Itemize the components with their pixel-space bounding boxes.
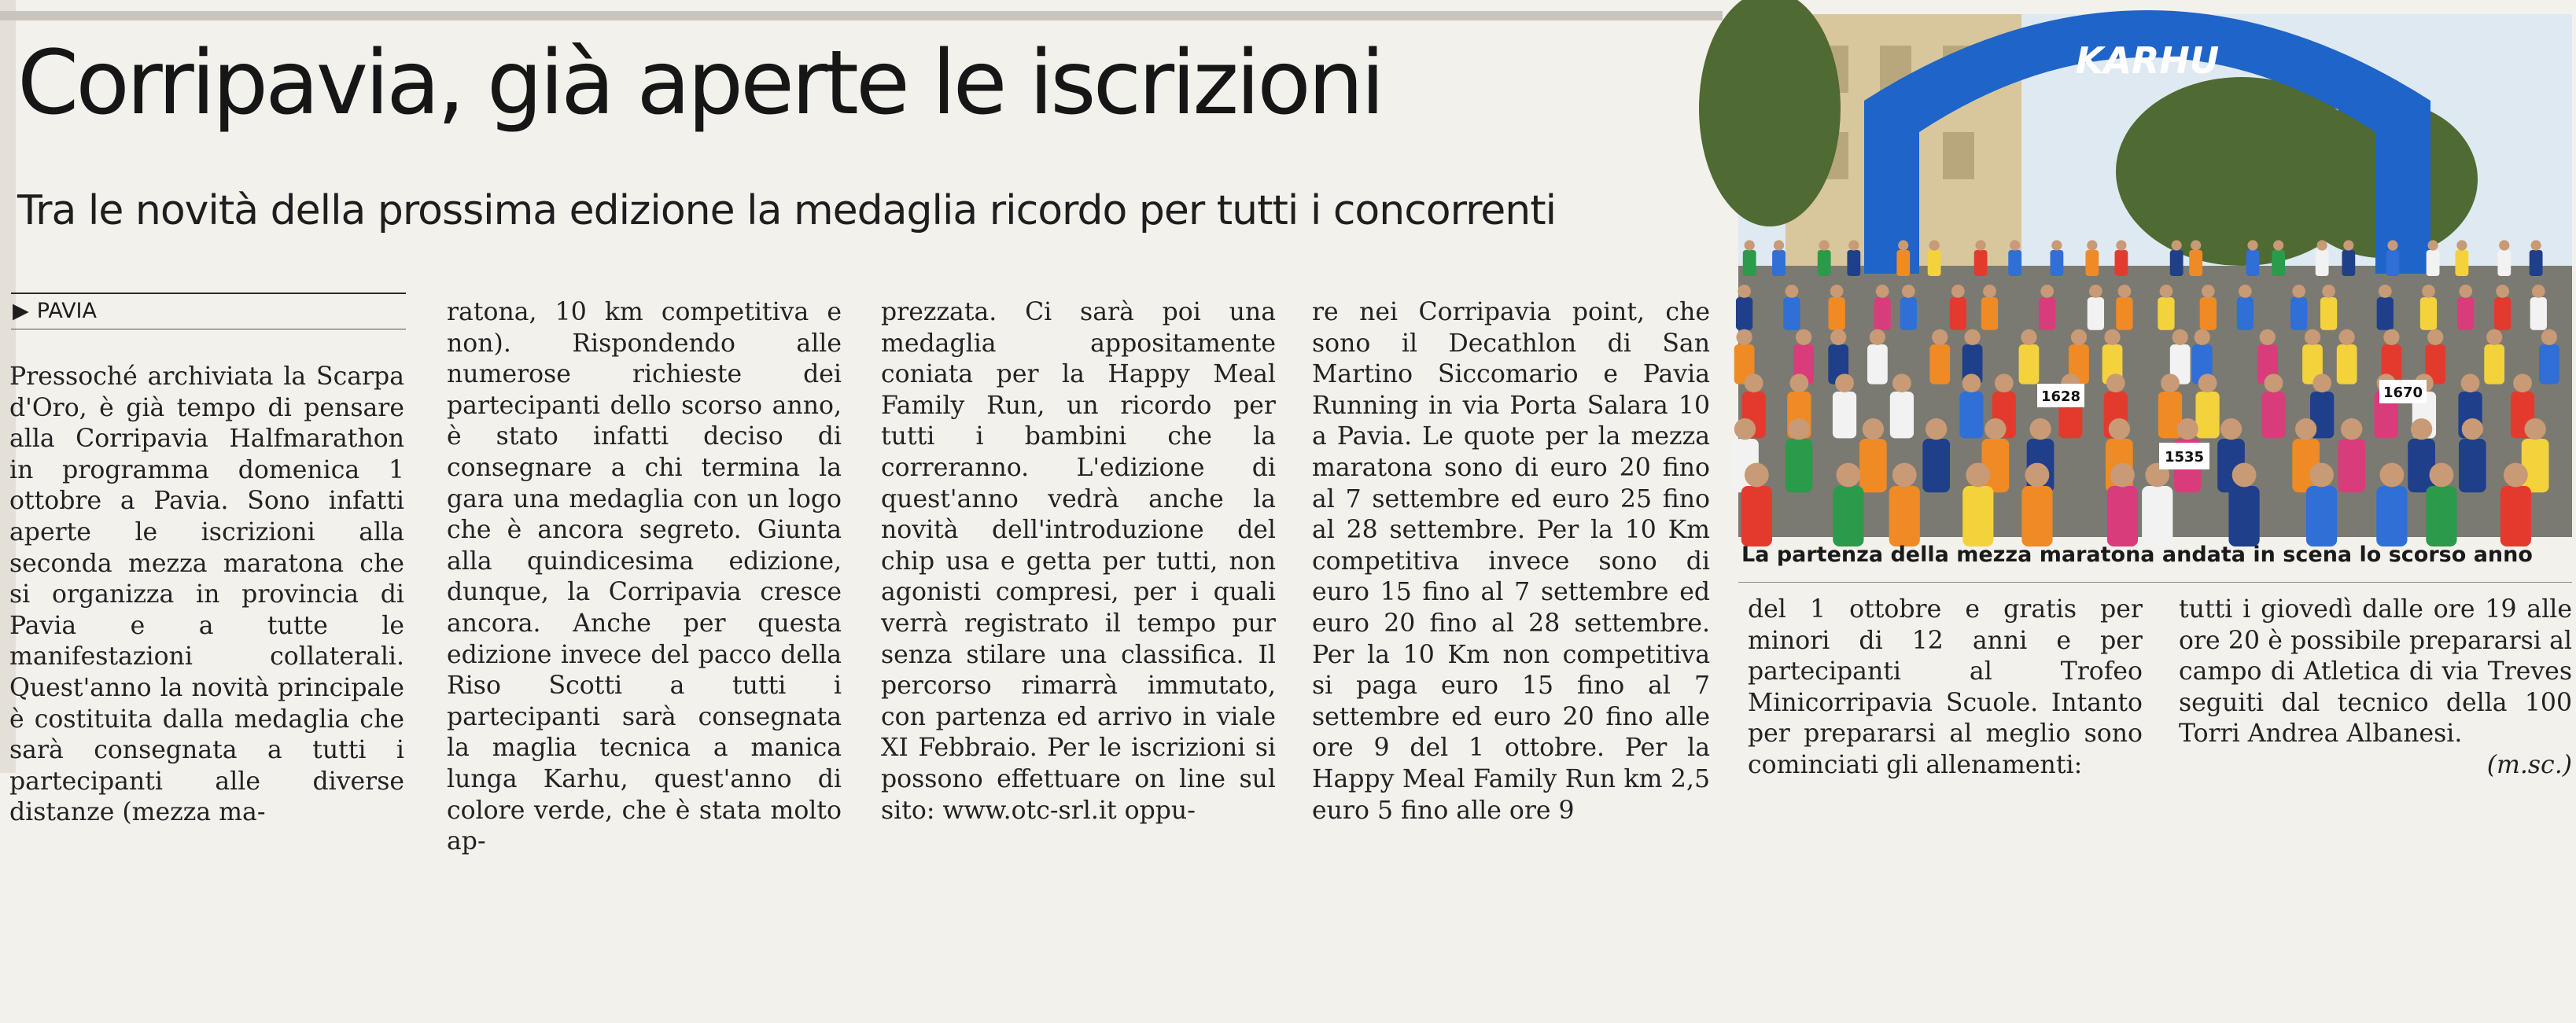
article-column-5 (1748, 594, 2143, 1023)
article-column-1 (9, 362, 404, 827)
runner-body (2530, 250, 2543, 276)
runner-body (2426, 486, 2456, 546)
runner-head (2051, 240, 2062, 250)
article-column-3 (881, 297, 1276, 825)
runner-head (1830, 285, 1844, 298)
runner-body (1829, 297, 1845, 330)
runner-head (2177, 418, 2198, 440)
runner-head (2106, 374, 2125, 392)
runner-body (2539, 344, 2559, 385)
runner-head (1788, 418, 1809, 440)
runner-head (1926, 418, 1947, 440)
runner-body (1833, 486, 1863, 546)
runner-body (1833, 392, 1856, 438)
article-column-2 (447, 297, 842, 856)
runner-head (1966, 463, 1990, 488)
runner-body (2408, 439, 2435, 492)
runner-head (2265, 374, 2283, 392)
runner-body (2039, 297, 2055, 330)
runner-body (1974, 250, 1988, 276)
runner-body (1783, 297, 1800, 330)
runner-body (2142, 486, 2172, 546)
runner-head (1902, 285, 1915, 298)
runner-head (2379, 463, 2404, 488)
runner-head (2379, 285, 2392, 298)
runner-head (2021, 329, 2036, 345)
runner-body (2195, 392, 2219, 438)
runner-head (2071, 329, 2087, 345)
runner-body (2189, 250, 2202, 276)
column-text: re nei Corripavia point, che sono il Decathlon di San Martino Siccomario e Pavia Running in via Porta Salara 10 a Pavia. Le quote per la mezza maratona sono di euro 20 fino al 7 settembre ed euro 25 fino al 28 settembre. Per la 10 Km competitiva invece sono di euro 15 fino al 7 settembre ed euro 20 fino al 28 settembre. Per la 10 Km non competitiva si paga euro 15 fino al 7 settembre ed euro 20 fino alle ore 9 del 1 ottobre. Per la Happy Meal Family Run km 2,5 euro 5 fino alle ore 9 (1312, 298, 1710, 825)
runner-body (2376, 486, 2407, 546)
runner-body (1743, 250, 1756, 276)
runner-head (2461, 374, 2480, 392)
runner-body (2494, 297, 2511, 330)
runner-body (2170, 250, 2184, 276)
runner-body (2530, 297, 2547, 330)
runner-head (1929, 240, 1940, 250)
bib-number: 1628 (2040, 388, 2081, 405)
runner-head (2309, 463, 2334, 488)
runner-head (2531, 240, 2541, 250)
runner-head (2161, 374, 2180, 392)
runner-head (1983, 285, 1996, 298)
runner-head (2239, 285, 2252, 298)
runner-head (1964, 329, 1980, 345)
section-bullet-icon: ▶ (13, 299, 29, 323)
runner-head (2295, 418, 2316, 440)
runner-body (1859, 439, 1887, 492)
arch-brand-label: KARHU (2075, 39, 2220, 82)
section-label: PAVIA (36, 299, 97, 323)
runner-head (2040, 285, 2054, 298)
column-text: Pressoché archiviata la Scarpa d'Oro, è già tempo di pensare alla Corripavia Halfmarathon in programma domenica 1 ottobre a Pavia. Sono infatti aperte le iscrizioni alla seconda mezza maratona che si organizza in provincia di Pavia e a tutte le manifestazioni collaterali. Quest'anno la novità principale è costituita dalla medaglia che sarà consegnata a tutti i partecipanti alle diverse distanze (mezza ma- (9, 362, 404, 827)
runner-head (1830, 329, 1846, 345)
column-text: tutti i giovedì dalle ore 19 alle ore 20 è possibile prepararsi al campo di Atletica di via Treves seguiti dal tecnico della 100 Torri Andrea Albanesi. (2179, 595, 2572, 749)
runner-head (1995, 374, 2014, 392)
runner-head (2427, 240, 2438, 250)
runner-head (2499, 240, 2509, 250)
runner-body (2088, 297, 2104, 330)
runner-body (2116, 297, 2132, 330)
runner-head (1876, 285, 1889, 298)
runner-head (2459, 285, 2472, 298)
runner-body (1896, 250, 1910, 276)
runner-head (2322, 285, 2335, 298)
runner-head (2541, 329, 2557, 345)
caption-rule (1738, 582, 2572, 583)
section-tag (13, 299, 97, 323)
runner-head (2104, 329, 2120, 345)
runner-head (2029, 418, 2051, 440)
runner-body (2457, 297, 2474, 330)
runner-body (2522, 439, 2549, 492)
runner-head (2010, 240, 2020, 250)
runner-head (1870, 329, 1885, 345)
runner-body (1928, 250, 1941, 276)
runner-head (2343, 240, 2353, 250)
runner-head (1985, 418, 2006, 440)
runner-body (2484, 344, 2504, 385)
runner-head (1951, 285, 1965, 298)
runner-head (1738, 285, 1751, 298)
runner-head (2496, 285, 2509, 298)
runner-head (2232, 463, 2257, 488)
runner-head (1745, 463, 1769, 488)
runner-body (2237, 297, 2254, 330)
runner-head (2411, 418, 2432, 440)
runner-head (2532, 285, 2545, 298)
runner-head (2247, 240, 2257, 250)
runner-head (2430, 463, 2454, 488)
runner-body (2342, 250, 2355, 276)
runner-body (1981, 439, 2009, 492)
runner-body (2427, 250, 2440, 276)
runner-head (1962, 374, 1981, 392)
runner-head (1975, 240, 1985, 250)
runner-head (2273, 240, 2283, 250)
runner-head (2025, 463, 2050, 488)
runner-head (1734, 418, 1756, 440)
runner-body (1890, 392, 1914, 438)
runner-head (1786, 285, 1799, 298)
runner-head (2118, 285, 2132, 298)
runner-body (1959, 392, 1983, 438)
runner-body (2337, 344, 2357, 385)
runner-body (1772, 250, 1786, 276)
runner-body (1922, 439, 1950, 492)
runner-head (2089, 285, 2102, 298)
runner-head (1892, 374, 1911, 392)
article-column-6 (2179, 594, 2572, 1023)
runner-body (1950, 297, 1966, 330)
runner-head (2191, 240, 2201, 250)
runner-body (2316, 250, 2329, 276)
runner-body (2115, 250, 2128, 276)
runner-body (1900, 297, 1917, 330)
runner-body (2050, 250, 2063, 276)
runner-body (2455, 250, 2468, 276)
article-headline: Corripavia, già aperte le iscrizioni (17, 32, 1382, 134)
runner-head (2462, 418, 2483, 440)
runner-body (2497, 250, 2511, 276)
runner-body (2085, 250, 2099, 276)
runner-head (2504, 463, 2528, 488)
runner-head (2456, 240, 2467, 250)
runner-head (2317, 240, 2327, 250)
runner-head (2172, 240, 2182, 250)
top-rule (0, 11, 1723, 20)
runner-head (2341, 418, 2362, 440)
runner-body (1867, 344, 1888, 385)
runner-body (1736, 297, 1752, 330)
runner-head (1892, 463, 1917, 488)
runner-body (2420, 297, 2437, 330)
runner-head (2513, 374, 2532, 392)
runner-head (2292, 285, 2305, 298)
section-rule-top (11, 293, 406, 294)
runner-body (2290, 297, 2307, 330)
runner-head (1898, 240, 1908, 250)
runner-body (2377, 297, 2394, 330)
runner-body (1981, 297, 1998, 330)
runner-head (2422, 285, 2435, 298)
runner-body (2008, 250, 2021, 276)
runner-body (2320, 297, 2337, 330)
runner-body (2261, 392, 2285, 438)
runner-head (1789, 374, 1808, 392)
runner-body (2158, 297, 2174, 330)
article-column-4 (1312, 297, 1710, 825)
bib-number: 1535 (2164, 449, 2205, 466)
column-text: prezzata. Ci sarà poi una medaglia appositamente coniata per la Happy Meal Family Run, un ricordo per tutti i bambini che la correranno. L'edizione di quest'anno vedrà anche la novità dell'introduzione del chip usa e getta per tutti, non agonisti compresi, per i quali verrà registrato il tempo pur senza stilare una classifica. Il percorso rimarrà immutato, con partenza ed arrivo in viale XI Febbraio. Per le iscrizioni si possono effettuare on line sul sito: www.otc-srl.it oppu- (881, 298, 1276, 825)
runner-body (1847, 250, 1860, 276)
runner-body (1818, 250, 1831, 276)
runner-body (1786, 439, 1813, 492)
runner-head (2198, 374, 2217, 392)
runner-head (2160, 285, 2173, 298)
runner-head (2110, 463, 2135, 488)
runner-head (1932, 329, 1948, 345)
runner-body (2272, 250, 2285, 276)
runner-head (2116, 240, 2126, 250)
runner-head (2172, 329, 2188, 345)
runner-head (2202, 285, 2215, 298)
runner-body (2338, 439, 2365, 492)
runner-body (2021, 486, 2052, 546)
runner-head (2313, 374, 2331, 392)
article-signature: (m.sc.) (2486, 750, 2572, 779)
runner-head (2195, 329, 2210, 345)
photo-caption: La partenza della mezza maratona andata in scena lo scorso anno (1741, 543, 2533, 567)
runner-head (1835, 374, 1854, 392)
article-subheadline: Tra le novità della prossima edizione la medaglia ricordo per tutti i concorrenti (17, 187, 1557, 234)
bib-number: 1670 (2383, 385, 2423, 401)
column-text: ratona, 10 km competitiva e non). Rispondendo alle numerose richieste dei partecipanti dello scorso anno, è stato infatti deciso di consegnare a chi termina la gara una medaglia con un logo che è ancora segreto. Giunta alla quindicesima edizione, dunque, la Corripavia cresce ancora. Anche per questa edizione invece del pacco della Riso Scotti a tutti i partecipanti sarà consegnata la maglia tecnica a manica lunga Karhu, quest'anno di colore verde, che è stata molto ap- (447, 298, 842, 856)
runner-head (1745, 374, 1763, 392)
runner-head (2109, 418, 2130, 440)
runner-head (2427, 329, 2443, 345)
runner-body (1929, 344, 1950, 385)
runner-head (2383, 329, 2399, 345)
runner-body (2107, 486, 2138, 546)
runner-head (2305, 329, 2320, 345)
runner-head (2220, 418, 2242, 440)
runner-body (2200, 297, 2217, 330)
runner-head (1736, 329, 1752, 345)
race-start-photo (1738, 14, 2572, 537)
runner-head (2387, 240, 2397, 250)
runner-body (1962, 486, 1993, 546)
runner-head (1848, 240, 1859, 250)
runner-body (2228, 486, 2259, 546)
runner-head (2486, 329, 2502, 345)
runner-head (1863, 418, 1884, 440)
runner-head (1774, 240, 1784, 250)
runner-head (1796, 329, 1811, 345)
runner-head (2087, 240, 2097, 250)
race-start-illustration (1738, 14, 2572, 537)
runner-body (2019, 344, 2040, 385)
runner-body (2386, 250, 2400, 276)
column-text: del 1 ottobre e gratis per minori di 12 anni e per partecipanti al Trofeo Minicorripavia Scuole. Intanto per prepararsi al meglio sono cominciati gli allenamenti: (1748, 595, 2143, 779)
runner-head (2339, 329, 2355, 345)
runner-body (1874, 297, 1890, 330)
runner-head (1819, 240, 1830, 250)
runner-body (1889, 486, 1920, 546)
runner-head (1745, 240, 1755, 250)
runner-body (2459, 439, 2486, 492)
runner-body (2246, 250, 2260, 276)
runner-body (2306, 486, 2337, 546)
runner-head (1836, 463, 1860, 488)
runner-body (2500, 486, 2531, 546)
runner-head (2525, 418, 2546, 440)
runner-body (1741, 486, 1772, 546)
runner-head (2260, 329, 2276, 345)
